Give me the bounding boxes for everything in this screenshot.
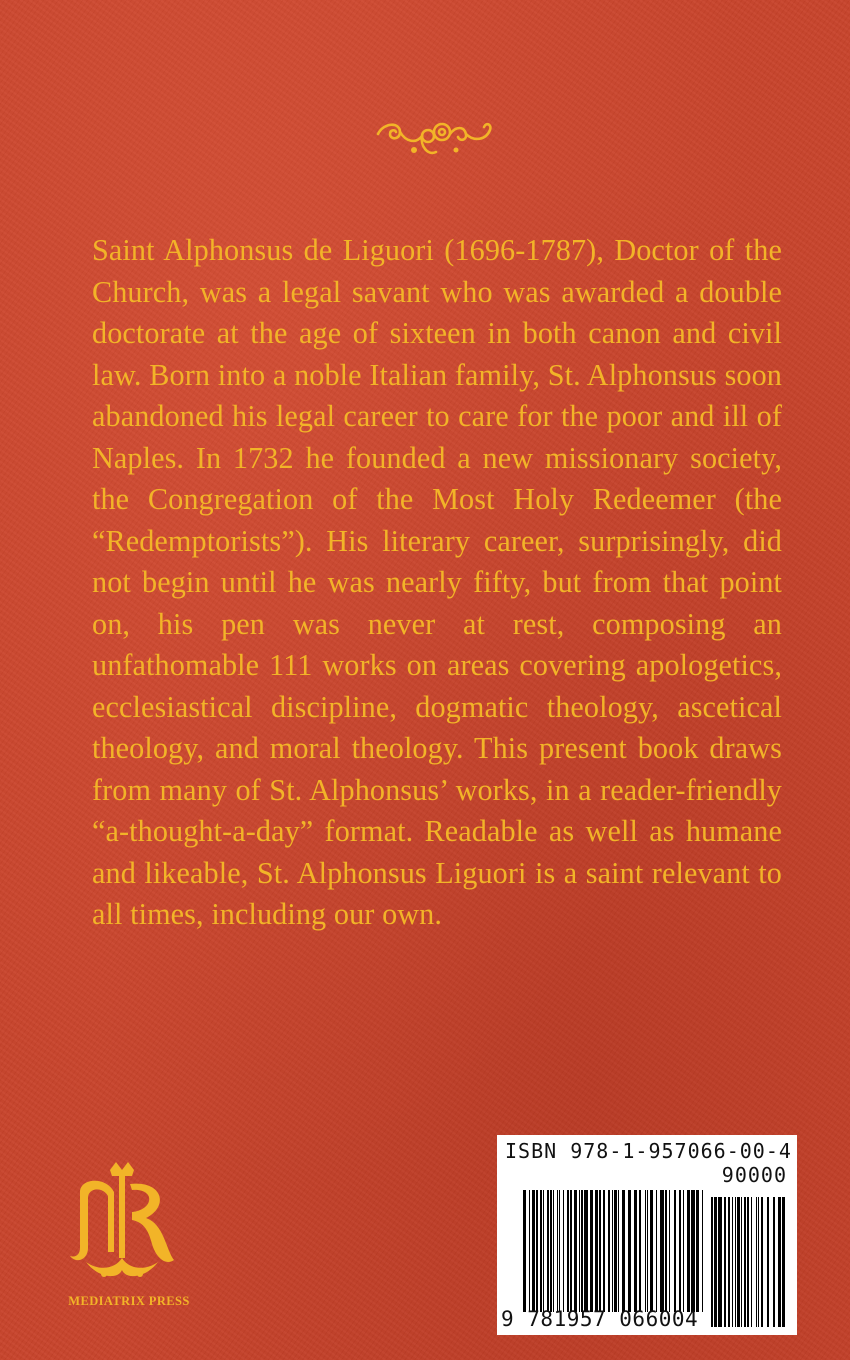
barcode-bars	[523, 1190, 703, 1312]
mediatrix-monogram-icon	[66, 1162, 178, 1282]
back-cover-blurb: Saint Alphonsus de Liguori (1696-1787), Doctor of the Church, was a legal savant who was awarded a double doctorate at the age of sixteen in both canon and civil law. Born into a noble Italian family, St. Alphonsus soon abandoned his legal career to care for the poor and ill of Naples. In 1732 he founded a new missionary society, the Congregation of the Most Holy Redeemer (the “Redemptorists”). His literary career, surprisingly, did not begin until he was nearly fifty, but from that point on, his pen was never at rest, composing an unfathomable 111 works on areas covering apologetics, ecclesiastical discipline, dogmatic theology, ascetical theology, and moral theology. This present book draws from many of St. Alphonsus’ works, in a reader-friendly “a-thought-a-day” format. Readable as well as humane and likeable, St. Alphonsus Liguori is a saint relevant to all times, including our own.	[92, 233, 782, 931]
isbn-barcode	[497, 1135, 797, 1335]
price-code: 90000	[721, 1163, 787, 1187]
publisher-name: MEDIATRIX PRESS	[68, 1294, 190, 1308]
barcode-addon-bars	[711, 1197, 787, 1327]
flourish-ornament-icon	[370, 112, 500, 160]
barcode-digits: 9 781957 066004	[501, 1307, 699, 1331]
isbn-label: ISBN 978-1-957066-00-4	[505, 1139, 792, 1163]
